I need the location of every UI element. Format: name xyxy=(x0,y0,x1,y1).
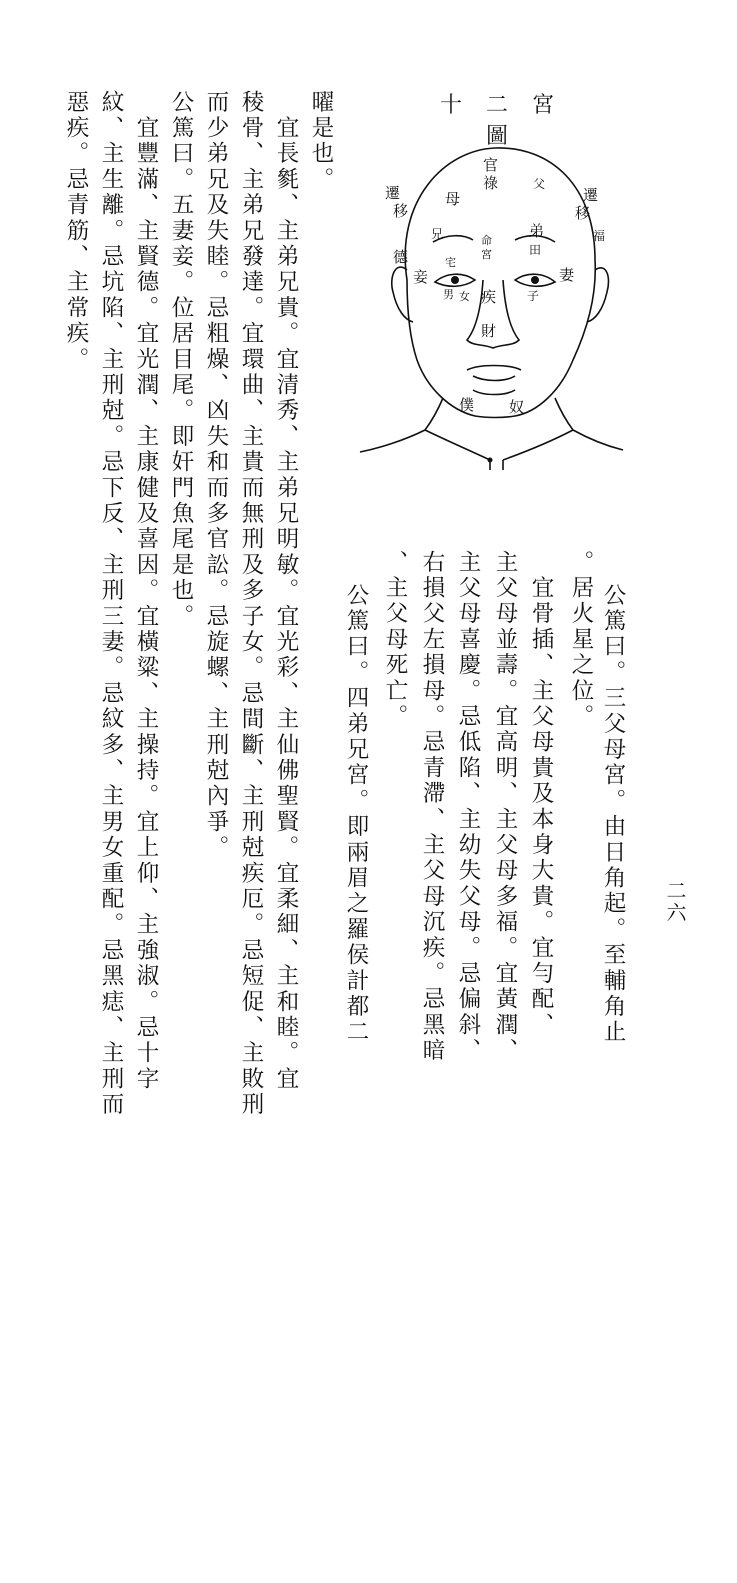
label-qie: 妾 xyxy=(413,268,429,286)
label-lu: 祿 xyxy=(483,174,499,192)
label-qi: 妻 xyxy=(559,266,575,284)
label-guan: 官 xyxy=(483,156,499,174)
label-zi: 子 xyxy=(527,289,540,303)
label-de: 德 xyxy=(393,248,409,266)
label-nu-female: 女 xyxy=(459,290,470,303)
label-xiong: 兄 xyxy=(431,227,444,241)
text-column-11: 稜骨、主弟兄發達。宜環曲、主貴而無刑及多子女。忌間斷、主刑尅疾厄。忌短促、主敗刑 xyxy=(238,90,264,1118)
label-fu: 父 xyxy=(533,177,546,191)
text-column-16: 惡疾。忌青筋、主常疾。 xyxy=(63,90,89,373)
label-fu-de-1: 福 xyxy=(593,229,606,243)
label-yi-left: 移 xyxy=(393,202,409,220)
text-column-13: 公篤曰。五妻妾。位居目尾。即奸門魚尾是也。 xyxy=(168,90,194,630)
label-mu: 母 xyxy=(445,190,461,208)
text-column-12: 而少弟兄及失睦。忌粗燥、凶失和而多官訟。忌旋螺、主刑尅內爭。 xyxy=(203,90,229,861)
text-column-6: 右損父左損母。忌青滯、主父母沉疾。忌黑暗 xyxy=(419,550,445,1064)
text-column-1: 公篤曰。三父母宮。由日角起。至輔角止 xyxy=(600,583,626,1046)
label-gong: 宮 xyxy=(481,248,492,261)
text-column-7: 、主父母死亡。 xyxy=(382,550,408,730)
text-column-5: 主父母喜慶。忌低陷、主幼失父母。忌偏斜、 xyxy=(455,550,481,1064)
label-zhai: 宅 xyxy=(445,256,456,269)
label-ji: 疾 xyxy=(481,288,497,306)
label-cai: 財 xyxy=(481,322,497,340)
label-ming: 命 xyxy=(481,234,492,247)
text-column-2: 。居火星之位。 xyxy=(568,550,594,730)
figure-title: 十二宮圖 xyxy=(439,93,578,149)
label-tian: 田 xyxy=(529,243,542,257)
label-qian-left: 遷 xyxy=(385,184,401,202)
text-column-9: 曜是也。 xyxy=(308,90,334,193)
label-pu: 僕 xyxy=(459,396,475,414)
page-number: 二六 xyxy=(663,880,687,924)
text-column-14: 宜豐滿、主賢德。宜光潤、主康健及喜因。宜橫粱、主操持。宜上仰、主強淑。忌十字 xyxy=(133,90,159,1093)
text-column-4: 主父母並壽。宜高明、主父母多福。宜黃潤、 xyxy=(492,550,518,1064)
text-column-8: 公篤曰。四弟兄宮。即兩眉之羅侯計都二 xyxy=(343,583,369,1046)
label-nan: 男 xyxy=(443,288,454,301)
text-column-10: 宜長毿、主弟兄貴。宜清秀、主弟兄明敏。宜光彩、主仙佛聖賢。宜柔細、主和睦。宜 xyxy=(273,90,299,1093)
text-column-3: 宜骨插、主父母貴及本身大貴。宜勻配、 xyxy=(528,550,554,1039)
label-nubi: 奴 xyxy=(509,398,525,416)
twelve-palaces-face-diagram xyxy=(355,130,625,470)
label-qian-right: 遷 xyxy=(583,186,599,204)
label-yi-right: 移 xyxy=(575,204,591,222)
label-di: 弟 xyxy=(529,222,545,240)
text-column-15: 紋、主生離。忌坑陷、主刑尅。忌下反、主刑三妻。忌紋多、主男女重配。忌黑痣、主刑而 xyxy=(98,90,124,1118)
